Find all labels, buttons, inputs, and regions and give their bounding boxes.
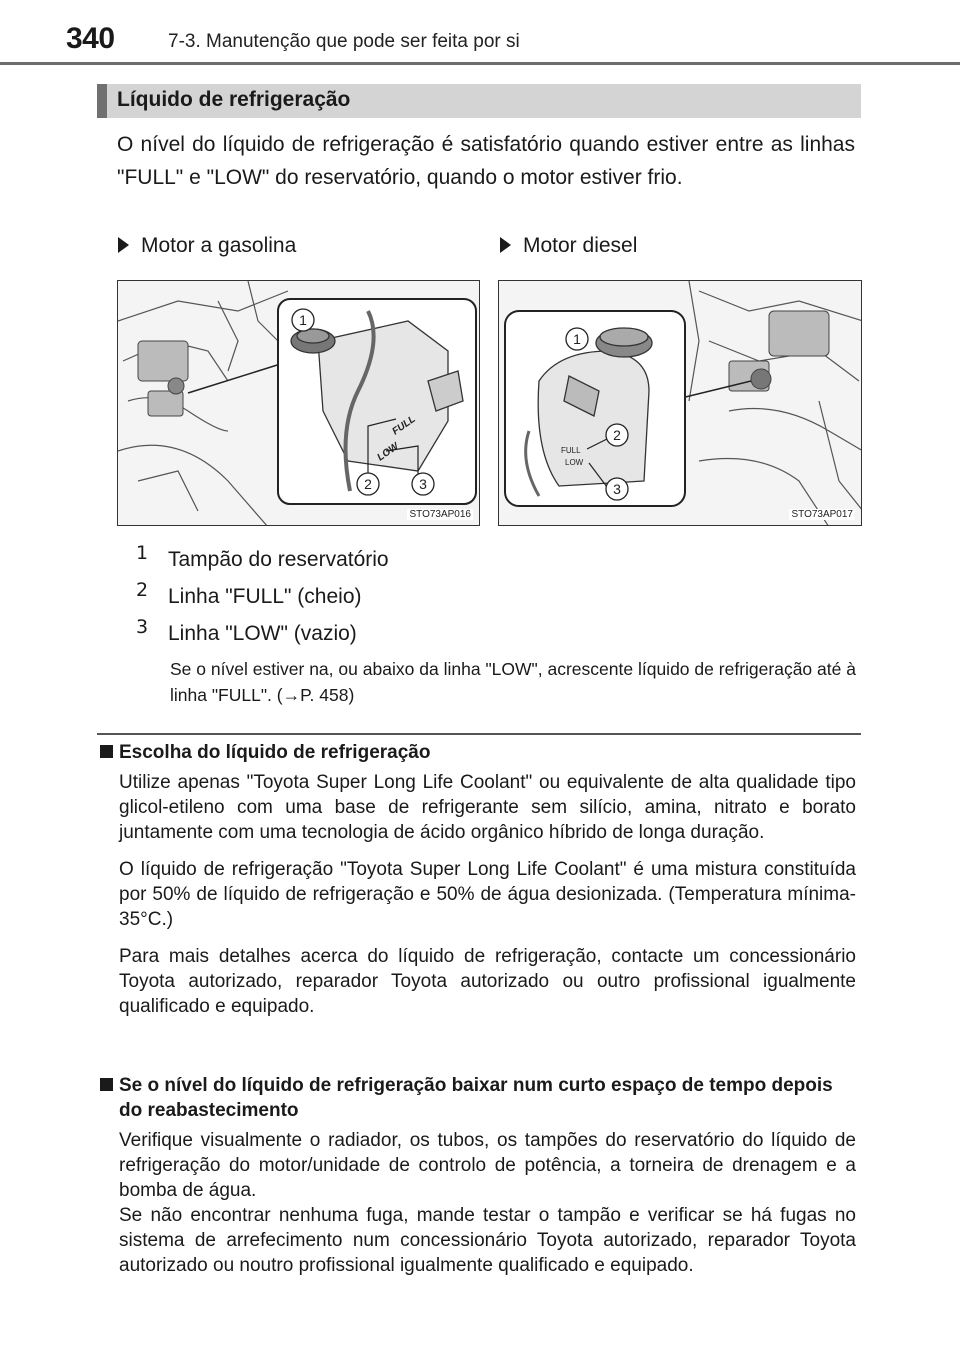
svg-text:3: 3 <box>419 476 427 492</box>
legend-text: Linha "LOW" (vazio) <box>168 622 357 645</box>
legend-text: Linha "FULL" (cheio) <box>168 585 362 608</box>
legend-number: 1 <box>136 542 149 564</box>
triangle-bullet-icon <box>118 237 129 253</box>
diesel-engine-label <box>500 234 637 258</box>
info-heading <box>100 1073 856 1123</box>
diesel-engine-label-text: Motor diesel <box>523 234 638 257</box>
svg-text:2: 2 <box>613 427 621 443</box>
figure-code: STO73AP017 <box>791 509 853 520</box>
info-heading-text: Escolha do líquido de refrigeração <box>119 742 431 763</box>
tank-full-mark: FULL <box>561 446 581 455</box>
info-heading <box>100 740 856 765</box>
callout-2 <box>357 473 379 495</box>
legend-number: 2 <box>136 579 149 601</box>
gasoline-engine-figure <box>117 280 480 526</box>
triangle-bullet-icon <box>500 237 511 253</box>
diesel-engine-figure <box>498 280 862 526</box>
info-block-level-drop <box>100 1073 856 1278</box>
info-heading-text: Se o nível do líquido de refrigeração baixar num curto espaço de tempo depois do reabastecimento <box>119 1075 833 1121</box>
diesel-engine-illustration <box>499 281 862 526</box>
info-paragraph: Verifique visualmente o radiador, os tubos, os tampões do reservatório do líquido de refrigeração do motor/unidade de controlo de potência, a torneira de drenagem e a bomba de água. Se não encontrar nenhuma fuga, mande testar o tampão e verificar se há fugas no sistema de arrefecimento num concessionário Toyota autorizado, reparador Toyota autorizado ou noutro profissional igualmente qualificado e equipado. <box>119 1130 856 1276</box>
gasoline-engine-label-text: Motor a gasolina <box>141 234 297 257</box>
info-paragraph: O líquido de refrigeração "Toyota Super Long Life Coolant" é uma mistura constituída por 50% de líquido de refrigeração e 50% de água desionizada. (Temperatura mínima-35°C.) <box>119 859 856 930</box>
tank-low-mark: LOW <box>565 458 584 467</box>
gasoline-engine-label <box>118 234 296 258</box>
tank-low-mark: LOW <box>375 441 401 464</box>
intro-paragraph: O nível do líquido de refrigeração é satisfatório quando estiver entre as linhas "FULL" e "LOW" do reservatório, quando o motor estiver frio. <box>117 133 855 189</box>
low-level-note: Se o nível estiver na, ou abaixo da linha "LOW", acrescente líquido de refrigeração até à linha "FULL". (→P. 458) <box>170 659 856 705</box>
square-bullet-icon <box>100 1078 113 1091</box>
callout-3 <box>606 478 628 500</box>
section-title-bar <box>97 84 861 118</box>
callout-2 <box>606 424 628 446</box>
section-title: Líquido de refrigeração <box>117 88 351 111</box>
info-block-coolant-choice <box>100 740 856 1019</box>
section-path: 7-3. Manutenção que pode ser feita por si <box>168 31 520 52</box>
svg-text:1: 1 <box>573 331 581 347</box>
callout-1 <box>292 309 314 331</box>
gasoline-engine-illustration <box>118 281 480 526</box>
svg-text:1: 1 <box>299 312 307 328</box>
legend-text: Tampão do reservatório <box>168 548 389 571</box>
figure-code: STO73AP016 <box>409 509 471 520</box>
svg-text:2: 2 <box>364 476 372 492</box>
legend-number: 3 <box>136 616 149 638</box>
page-number: 340 <box>66 22 115 55</box>
section-divider <box>97 733 861 735</box>
info-paragraph: Utilize apenas "Toyota Super Long Life Coolant" ou equivalente de alta qualidade tipo glicol-etileno com uma base de refrigerante sem silício, amina, nitrato e borato juntamente com uma tecnologia de ácido orgânico híbrido de longa duração. <box>119 772 856 843</box>
callout-3 <box>412 473 434 495</box>
svg-text:3: 3 <box>613 481 621 497</box>
header-rule <box>0 62 960 65</box>
callout-1 <box>566 328 588 350</box>
page-header <box>0 0 960 64</box>
square-bullet-icon <box>100 745 113 758</box>
info-paragraph: Para mais detalhes acerca do líquido de refrigeração, contacte um concessionário Toyota autorizado, reparador Toyota autorizado ou outro profissional igualmente qualificado e equipado. <box>119 946 856 1017</box>
tank-full-mark: FULL <box>390 413 418 438</box>
